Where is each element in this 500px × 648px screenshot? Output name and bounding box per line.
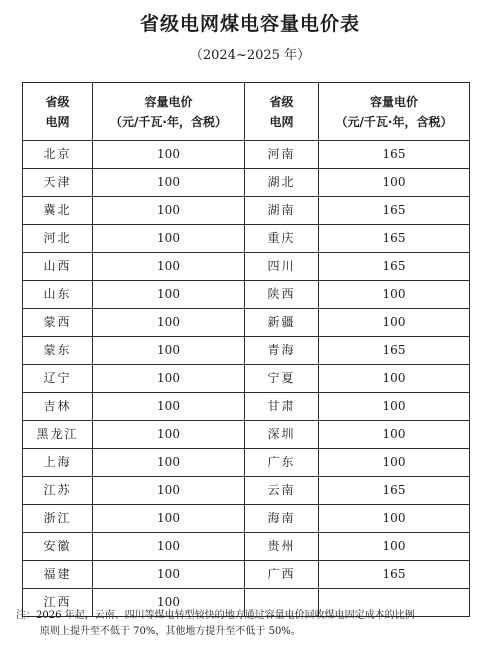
table-row <box>23 365 470 393</box>
right-price-cell: 100 <box>319 505 470 533</box>
left-region-cell: 浙江 <box>23 505 93 533</box>
table-row <box>23 309 470 337</box>
left-price-cell: 100 <box>93 449 245 477</box>
left-price-cell: 100 <box>93 253 245 281</box>
right-price-cell: 100 <box>319 421 470 449</box>
table-row <box>23 421 470 449</box>
right-region-cell: 新疆 <box>245 309 319 337</box>
left-price-cell: 100 <box>93 561 245 589</box>
right-price-cell: 165 <box>319 477 470 505</box>
left-region-cell: 上海 <box>23 449 93 477</box>
table-row <box>23 449 470 477</box>
right-price-cell: 100 <box>319 533 470 561</box>
right-price-cell: 165 <box>319 561 470 589</box>
table-row <box>23 281 470 309</box>
right-price-cell: 165 <box>319 197 470 225</box>
table-body <box>23 141 470 617</box>
left-region-cell: 江苏 <box>23 477 93 505</box>
table-row <box>23 141 470 169</box>
left-price-cell: 100 <box>93 365 245 393</box>
right-price-cell: 100 <box>319 281 470 309</box>
footnote-line-2: 原则上提升至不低于 70%，其他地方提升至不低于 50%。 <box>40 626 301 637</box>
right-price-cell: 100 <box>319 309 470 337</box>
right-price-cell: 100 <box>319 393 470 421</box>
right-price-cell: 165 <box>319 337 470 365</box>
left-price-cell: 100 <box>93 309 245 337</box>
footnote-line-1: 注：2026 年起，云南、四川等煤电转型较快的地方通过容量电价回收煤电固定成本的比例 <box>16 610 415 621</box>
right-region-cell: 重庆 <box>245 225 319 253</box>
right-region-cell: 四川 <box>245 253 319 281</box>
left-region-cell: 黑龙江 <box>23 421 93 449</box>
right-region-cell: 广西 <box>245 561 319 589</box>
table-header-row <box>23 83 470 141</box>
table-row <box>23 169 470 197</box>
right-region-cell: 云南 <box>245 477 319 505</box>
right-region-cell: 陕西 <box>245 281 319 309</box>
right-price-cell: 165 <box>319 253 470 281</box>
header-region-right: 省级 电网 <box>245 83 319 141</box>
header-region-left: 省级 电网 <box>23 83 93 141</box>
table-row <box>23 337 470 365</box>
right-price-cell: 100 <box>319 169 470 197</box>
left-region-cell: 天津 <box>23 169 93 197</box>
header-price-left: 容量电价 （元/千瓦·年，含税） <box>93 83 245 141</box>
right-region-cell: 湖北 <box>245 169 319 197</box>
capacity-price-table <box>22 82 470 617</box>
table-row <box>23 225 470 253</box>
left-price-cell: 100 <box>93 533 245 561</box>
table-row <box>23 197 470 225</box>
right-price-cell: 100 <box>319 449 470 477</box>
left-region-cell: 福建 <box>23 561 93 589</box>
right-region-cell: 湖南 <box>245 197 319 225</box>
left-region-cell: 蒙西 <box>23 309 93 337</box>
left-price-cell: 100 <box>93 197 245 225</box>
left-region-cell: 江西 <box>23 589 93 617</box>
page-subtitle: （2024~2025 年） <box>189 48 311 63</box>
left-region-cell: 山西 <box>23 253 93 281</box>
table-row <box>23 561 470 589</box>
header-price-right: 容量电价 （元/千瓦·年，含税） <box>319 83 470 141</box>
table-row <box>23 533 470 561</box>
left-price-cell: 100 <box>93 337 245 365</box>
left-region-cell: 冀北 <box>23 197 93 225</box>
left-region-cell: 安徽 <box>23 533 93 561</box>
right-region-cell: 宁夏 <box>245 365 319 393</box>
left-price-cell: 100 <box>93 169 245 197</box>
left-price-cell: 100 <box>93 393 245 421</box>
left-price-cell: 100 <box>93 141 245 169</box>
left-price-cell: 100 <box>93 281 245 309</box>
right-region-cell: 海南 <box>245 505 319 533</box>
right-region-cell: 青海 <box>245 337 319 365</box>
right-price-cell: 100 <box>319 365 470 393</box>
page-title: 省级电网煤电容量电价表 <box>139 13 360 35</box>
right-price-cell: 165 <box>319 225 470 253</box>
left-region-cell: 辽宁 <box>23 365 93 393</box>
left-price-cell: 100 <box>93 477 245 505</box>
right-region-cell: 贵州 <box>245 533 319 561</box>
right-region-cell: 广东 <box>245 449 319 477</box>
left-region-cell: 山东 <box>23 281 93 309</box>
left-region-cell: 蒙东 <box>23 337 93 365</box>
left-region-cell: 吉林 <box>23 393 93 421</box>
left-price-cell: 100 <box>93 505 245 533</box>
left-region-cell: 北京 <box>23 141 93 169</box>
table-row <box>23 505 470 533</box>
right-region-cell: 深圳 <box>245 421 319 449</box>
right-price-cell: 165 <box>319 141 470 169</box>
table-row <box>23 253 470 281</box>
right-region-cell: 甘肃 <box>245 393 319 421</box>
footnote <box>16 608 486 640</box>
left-price-cell: 100 <box>93 589 245 617</box>
table-row <box>23 393 470 421</box>
table-row <box>23 477 470 505</box>
left-price-cell: 100 <box>93 421 245 449</box>
right-region-cell: 河南 <box>245 141 319 169</box>
left-price-cell: 100 <box>93 225 245 253</box>
left-region-cell: 河北 <box>23 225 93 253</box>
